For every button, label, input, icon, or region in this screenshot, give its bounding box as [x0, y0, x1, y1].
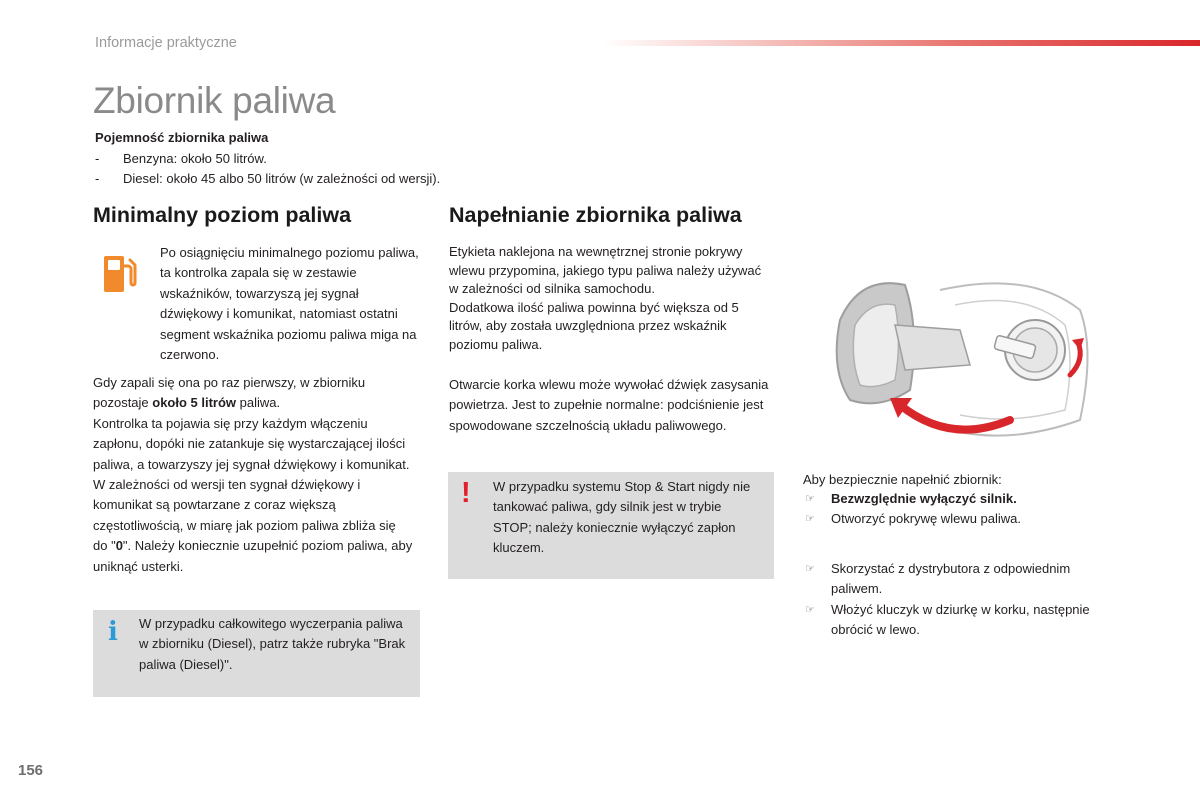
- step-item: [803, 559, 1123, 600]
- fuel-pump-icon: [100, 250, 140, 298]
- min-level-p2-a: Kontrolka ta pojawia się przy każdym włączeniu zapłonu, dopóki nie zatankuje się wystarczającej ilości paliwa, a towarzyszy jej sygnał dźwiękowy i komunikat. W zależności od wersji ten sygnał dźwiękowy i komunikat są powtarzane z coraz większą częstotliwością, w miarę jak poziom paliwa zbliża się do ": [93, 415, 410, 554]
- steps-list-1: [803, 489, 1123, 530]
- min-level-warning-text: Po osiągnięciu minimalnego poziomu paliwa, ta kontrolka zapala się w zestawie wskaźników, towarzyszą jej sygnał dźwiękowy i komunikat, natomiast ostatni segment wskaźnika poziomu paliwa miga na czerwono.: [160, 245, 419, 363]
- min-level-p2-b: ". Należy koniecznie uzupełnić poziom paliwa, aby uniknąć usterki.: [93, 538, 413, 574]
- min-level-heading: Minimalny poziom paliwa: [93, 203, 352, 227]
- exclamation-icon: !: [461, 477, 471, 509]
- refuel-label-text: Etykieta naklejona na wewnętrznej stronie pokrywy wlewu przypomina, jakiego typu paliwa należy używać w zależności od silnika samochodu. Dodatkowa ilość paliwa powinna być większa od 5 litrów, aby została uwzględniona przez wskaźnik poziomu paliwa.: [449, 244, 762, 352]
- info-text: W przypadku całkowitego wyczerpania paliwa w zbiorniku (Diesel), patrz także rubryka "Brak paliwa (Diesel)".: [139, 616, 406, 672]
- step-4-text: Włożyć kluczyk w dziurkę w korku, następnie obrócić w lewo.: [831, 601, 1090, 638]
- capacity-title: Pojemność zbiornika paliwa: [95, 130, 269, 145]
- step-item: [803, 600, 1123, 641]
- capacity-item-petrol: - Benzyna: około 50 litrów.: [95, 149, 440, 169]
- warning-text: W przypadku systemu Stop & Start nigdy nie tankować paliwa, gdy silnik jest w trybie STOP; należy koniecznie wyłączyć zapłon kluczem.: [493, 479, 751, 556]
- pointing-hand-icon: ☞: [805, 513, 815, 526]
- info-icon: i: [108, 617, 118, 647]
- step-3-text: Skorzystać z dystrybutora z odpowiednim paliwem.: [831, 561, 1071, 597]
- step-item: [803, 509, 1123, 529]
- header-accent-bar: [603, 40, 1200, 46]
- step-2-text: Otworzyć pokrywę wlewu paliwa.: [831, 511, 1022, 527]
- refuel-heading: Napełnianie zbiornika paliwa: [449, 203, 742, 227]
- steps-list-2: [803, 559, 1123, 641]
- pointing-hand-icon: ☞: [805, 493, 815, 505]
- section-label: Informacje praktyczne: [95, 35, 237, 51]
- min-level-p1-a: Gdy zapali się ona po raz pierwszy, w zbiorniku pozostaje: [93, 375, 366, 411]
- refuel-noise-text: Otwarcie korka wlewu może wywołać dźwięk zasysania powietrza. Jest to zupełnie normalne: podciśnienie jest spowodowane szczelnością układu paliwowego.: [449, 377, 769, 433]
- step-item: [803, 489, 1123, 509]
- capacity-list: [95, 149, 440, 189]
- pointing-hand-icon: ☞: [805, 563, 815, 575]
- step-1-text: Bezwzględnie wyłączyć silnik.: [831, 491, 1017, 506]
- min-level-p1-b: paliwa.: [236, 395, 281, 411]
- pointing-hand-icon: ☞: [805, 603, 815, 616]
- capacity-item-diesel: - Diesel: około 45 albo 50 litrów (w zależności od wersji).: [95, 169, 440, 189]
- steps-intro: Aby bezpiecznie napełnić zbiornik:: [803, 472, 1002, 487]
- fuel-flap-illustration: [830, 270, 1100, 450]
- min-level-p2-bold: 0: [115, 538, 123, 554]
- min-level-body: [93, 373, 413, 577]
- min-level-p1-bold: około 5 litrów: [152, 395, 237, 411]
- page-number: 156: [18, 762, 44, 779]
- page-title: Zbiornik paliwa: [93, 80, 336, 121]
